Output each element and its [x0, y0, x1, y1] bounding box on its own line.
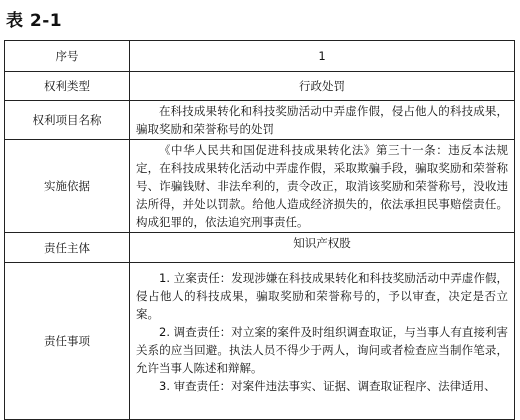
table-row-responsibilities [5, 263, 515, 420]
row-label-power-type: 权利类型 [5, 72, 130, 101]
row-label-responsibilities: 责任事项 [5, 263, 130, 420]
table-row-legal-basis [5, 140, 515, 233]
table-row-responsible-body [5, 233, 515, 263]
responsibility-item-filing: 1. 立案责任：发现涉嫌在科技成果转化和科技奖励活动中弄虚作假，侵占他人的科技成果，骗取奖励和荣誉称号的，予以审查，决定是否立案。 [136, 271, 508, 321]
row-value-serial: 1 [130, 41, 515, 72]
table-row-item-name [5, 101, 515, 140]
row-value-responsibilities [130, 263, 515, 420]
row-value-item-name: 在科技成果转化和科技奖励活动中弄虚作假，侵占他人的科技成果，骗取奖励和荣誉称号的处罚 [130, 101, 515, 140]
row-label-legal-basis: 实施依据 [5, 140, 130, 233]
row-value-legal-basis: 《中华人民共和国促进科技成果转化法》第三十一条：违反本法规定，在科技成果转化活动中弄虚作假，采取欺骗手段，骗取奖励和荣誉称号、诈骗钱财、非法牟利的，责令改正，取消该奖励和荣誉称号，没收违法所得，并处以罚款。给他人造成经济损失的，依法承担民事赔偿责任。构成犯罪的，依法追究刑事责任。 [130, 140, 515, 233]
power-list-table [4, 40, 515, 420]
row-value-power-type: 行政处罚 [130, 72, 515, 101]
row-label-responsible-body: 责任主体 [5, 233, 130, 263]
row-label-item-name: 权利项目名称 [5, 101, 130, 140]
responsibility-item-review: 3. 审查责任：对案件违法事实、证据、调查取证程序、法律适用、 [159, 379, 496, 393]
table-row-serial [5, 41, 515, 72]
row-label-serial: 序号 [5, 41, 130, 72]
row-value-responsible-body: 知识产权股 [130, 233, 515, 263]
table-row-power-type [5, 72, 515, 101]
table-caption: 表 2-1 [6, 11, 63, 31]
responsibility-item-investigation: 2. 调查责任：对立案的案件及时组织调查取证，与当事人有直接利害关系的应当回避。执法人员不得少于两人，询问或者检查应当制作笔录，允许当事人陈述和辩解。 [136, 325, 508, 375]
